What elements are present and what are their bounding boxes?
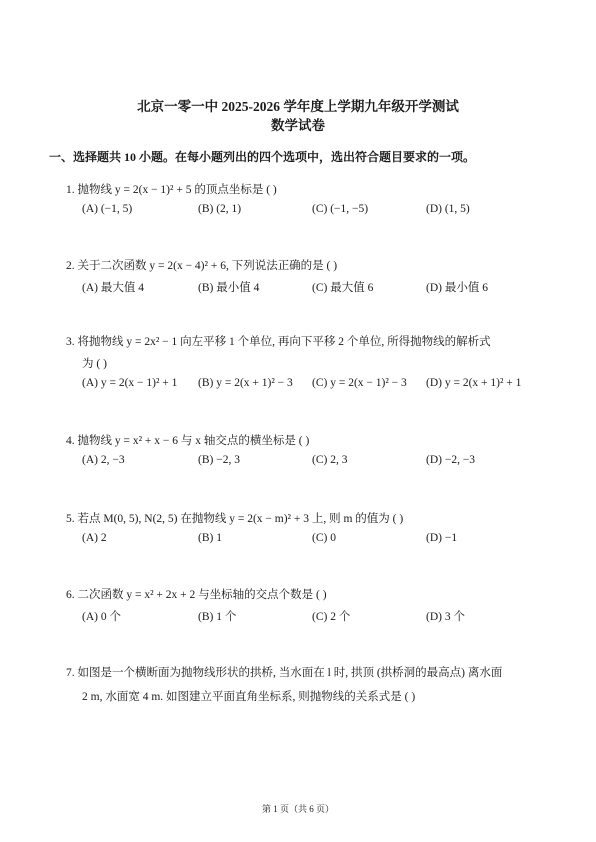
question-7-stem: 7. 如图是一个横断面为抛物线形状的拱桥, 当水面在 l 时, 拱顶 (拱桥洞的最高点) 离水面	[66, 667, 503, 679]
question-1-option-a: (A) (−1, 5)	[82, 203, 133, 215]
question-5-option-d: (D) −1	[426, 532, 458, 544]
question-6-option-b: (B) 1 个	[198, 611, 237, 623]
question-3-option-d: (D) y = 2(x + 1)² + 1	[426, 377, 522, 389]
section-heading: 一、选择题共 10 小题。在每小题列出的四个选项中，选出符合题目要求的一项。	[49, 150, 476, 164]
question-1-option-b: (B) (2, 1)	[198, 203, 242, 215]
question-2-option-d: (D) 最小值 6	[426, 282, 488, 294]
page-footer: 第 1 页（共 6 页）	[261, 804, 334, 814]
question-1-option-c: (C) (−1, −5)	[312, 203, 369, 215]
question-3-option-a: (A) y = 2(x − 1)² + 1	[82, 377, 178, 389]
question-3-stem: 3. 将抛物线 y = 2x² − 1 向左平移 1 个单位, 再向下平移 2 个单位, 所得抛物线的解析式	[66, 336, 491, 348]
question-6-option-c: (C) 2 个	[312, 611, 351, 623]
question-3-stem-continued: 为 ( )	[82, 358, 107, 370]
question-2-option-a: (A) 最大值 4	[82, 282, 144, 294]
question-1-option-d: (D) (1, 5)	[426, 203, 470, 215]
question-4-option-d: (D) −2, −3	[426, 454, 476, 466]
question-5-option-b: (B) 1	[198, 532, 222, 544]
question-3-option-b: (B) y = 2(x + 1)² − 3	[198, 377, 293, 389]
question-2-stem: 2. 关于二次函数 y = 2(x − 4)² + 6, 下列说法正确的是 ( )	[66, 260, 338, 272]
question-5-stem: 5. 若点 M(0, 5), N(2, 5) 在抛物线 y = 2(x − m)² + 3 上, 则 m 的值为 ( )	[66, 513, 404, 525]
question-4-option-a: (A) 2, −3	[82, 454, 125, 466]
question-5-option-c: (C) 0	[312, 532, 336, 544]
question-1-stem: 1. 抛物线 y = 2(x − 1)² + 5 的顶点坐标是 ( )	[66, 184, 277, 196]
question-6-option-d: (D) 3 个	[426, 611, 465, 623]
question-4-stem: 4. 抛物线 y = x² + x − 6 与 x 轴交点的横坐标是 ( )	[66, 435, 310, 447]
question-7-stem-continued: 2 m, 水面宽 4 m. 如图建立平面直角坐标系, 则抛物线的关系式是 ( )	[82, 691, 416, 703]
question-2-option-c: (C) 最大值 6	[312, 282, 374, 294]
question-3-option-c: (C) y = 2(x − 1)² − 3	[312, 377, 407, 389]
question-2-option-b: (B) 最小值 4	[198, 282, 260, 294]
question-4-option-c: (C) 2, 3	[312, 454, 348, 466]
question-5-option-a: (A) 2	[82, 532, 107, 544]
question-6-option-a: (A) 0 个	[82, 611, 121, 623]
question-4-option-b: (B) −2, 3	[198, 454, 240, 466]
question-6-stem: 6. 二次函数 y = x² + 2x + 2 与坐标轴的交点个数是 ( )	[66, 589, 327, 601]
exam-title: 北京一零一中 2025-2026 学年度上学期九年级开学测试	[137, 99, 459, 114]
exam-subtitle: 数学试卷	[271, 118, 325, 133]
